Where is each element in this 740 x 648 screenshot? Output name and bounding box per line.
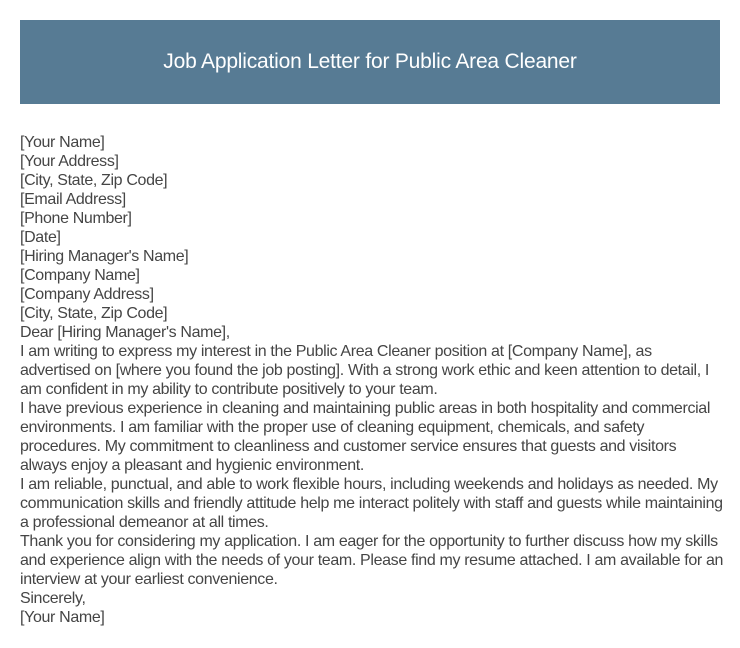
sender-email: [Email Address]	[20, 191, 126, 208]
sender-phone: [Phone Number]	[20, 210, 132, 227]
paragraph-intro: I am writing to express my interest in the Public Area Cleaner position at [Company Name], as advertised on [where you found the job posting]. With a strong work ethic and keen attention to detail, I am confident in my ability to contribute positively to your team.	[20, 343, 710, 398]
sender-name: [Your Name]	[20, 134, 105, 151]
recipient-name: [Hiring Manager's Name]	[20, 248, 189, 265]
recipient-address: [Company Address]	[20, 286, 154, 303]
closing: Sincerely,	[20, 590, 86, 607]
signature: [Your Name]	[20, 609, 105, 626]
sender-city-state-zip: [City, State, Zip Code]	[20, 172, 168, 189]
page-title: Job Application Letter for Public Area Cleaner	[163, 50, 577, 73]
recipient-address-block	[20, 247, 724, 323]
sender-address-block	[20, 133, 724, 247]
letter-body	[20, 133, 724, 627]
sender-address: [Your Address]	[20, 153, 119, 170]
title-banner	[20, 20, 720, 104]
recipient-company: [Company Name]	[20, 267, 140, 284]
paragraph-reliability: I am reliable, punctual, and able to work flexible hours, including weekends and holidays as needed. My communication skills and friendly attitude help me interact politely with staff and guests while maintaining a professional demeanor at all times.	[20, 476, 723, 531]
paragraph-closing: Thank you for considering my application. I am eager for the opportunity to further discuss how my skills and experience align with the needs of your team. Please find my resume attached. I am available for an interview at your earliest convenience.	[20, 533, 724, 588]
recipient-city-state-zip: [City, State, Zip Code]	[20, 305, 168, 322]
letter-date: [Date]	[20, 229, 61, 246]
paragraph-experience: I have previous experience in cleaning and maintaining public areas in both hospitality and commercial environments. I am familiar with the proper use of cleaning equipment, chemicals, and safety procedures. My commitment to cleanliness and customer service ensures that guests and visitors always enjoy a pleasant and hygienic environment.	[20, 400, 711, 474]
salutation: Dear [Hiring Manager's Name],	[20, 324, 230, 341]
